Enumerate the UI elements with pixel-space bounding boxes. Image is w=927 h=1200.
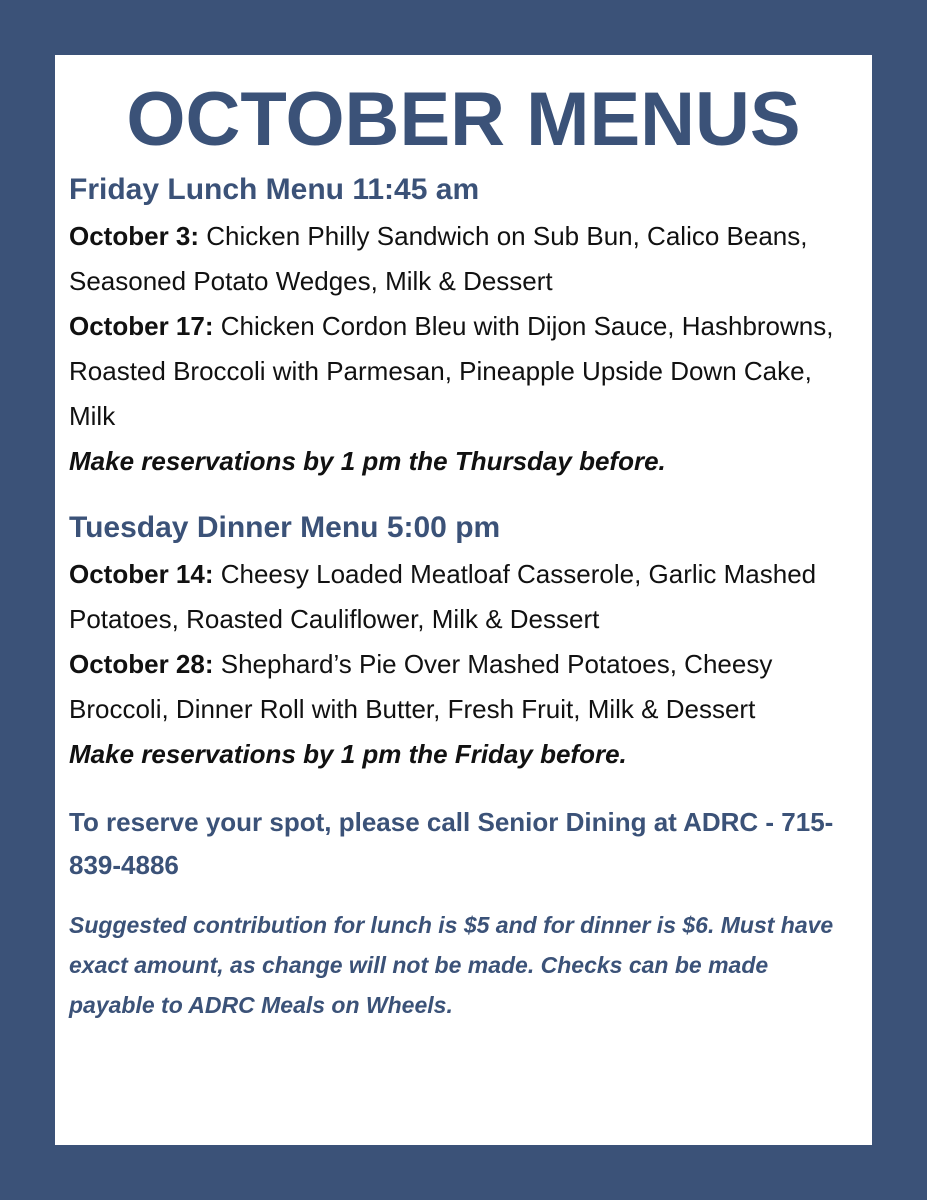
lunch-item (69, 304, 859, 439)
dinner-item (69, 552, 859, 642)
flyer-content (69, 170, 859, 1025)
lunch-item (69, 214, 859, 304)
dinner-item-menu: Shephard’s Pie Over Mashed Potatoes, Cheesy Broccoli, Dinner Roll with Butter, Fresh Fruit, Milk & Dessert (69, 649, 773, 724)
lunch-item-menu: Chicken Philly Sandwich on Sub Bun, Calico Beans, Seasoned Potato Wedges, Milk & Dessert (69, 221, 808, 296)
menu-flyer (55, 55, 872, 1145)
dinner-item-date: October 28: (69, 649, 214, 679)
reservation-contact: To reserve your spot, please call Senior Dining at ADRC - 715-839-4886 (69, 807, 834, 880)
dinner-heading: Tuesday Dinner Menu 5:00 pm (69, 511, 501, 544)
lunch-item-date: October 17: (69, 311, 214, 341)
dinner-reservation-note: Make reservations by 1 pm the Friday before. (69, 739, 627, 769)
lunch-heading: Friday Lunch Menu 11:45 am (69, 173, 480, 206)
dinner-item (69, 642, 859, 732)
dinner-section (69, 508, 859, 777)
lunch-section (69, 170, 859, 484)
dinner-item-menu: Cheesy Loaded Meatloaf Casserole, Garlic Mashed Potatoes, Roasted Cauliflower, Milk & Dessert (69, 559, 817, 634)
lunch-item-date: October 3: (69, 221, 200, 251)
dinner-item-date: October 14: (69, 559, 214, 589)
contribution-note: Suggested contribution for lunch is $5 and for dinner is $6. Must have exact amount, as change will not be made. Checks can be made payable to ADRC Meals on Wheels. (69, 912, 834, 1018)
lunch-reservation-note: Make reservations by 1 pm the Thursday before. (69, 446, 666, 476)
lunch-item-menu: Chicken Cordon Bleu with Dijon Sauce, Hashbrowns, Roasted Broccoli with Parmesan, Pineapple Upside Down Cake, Milk (69, 311, 834, 431)
page-title: OCTOBER MENUS (126, 77, 801, 162)
